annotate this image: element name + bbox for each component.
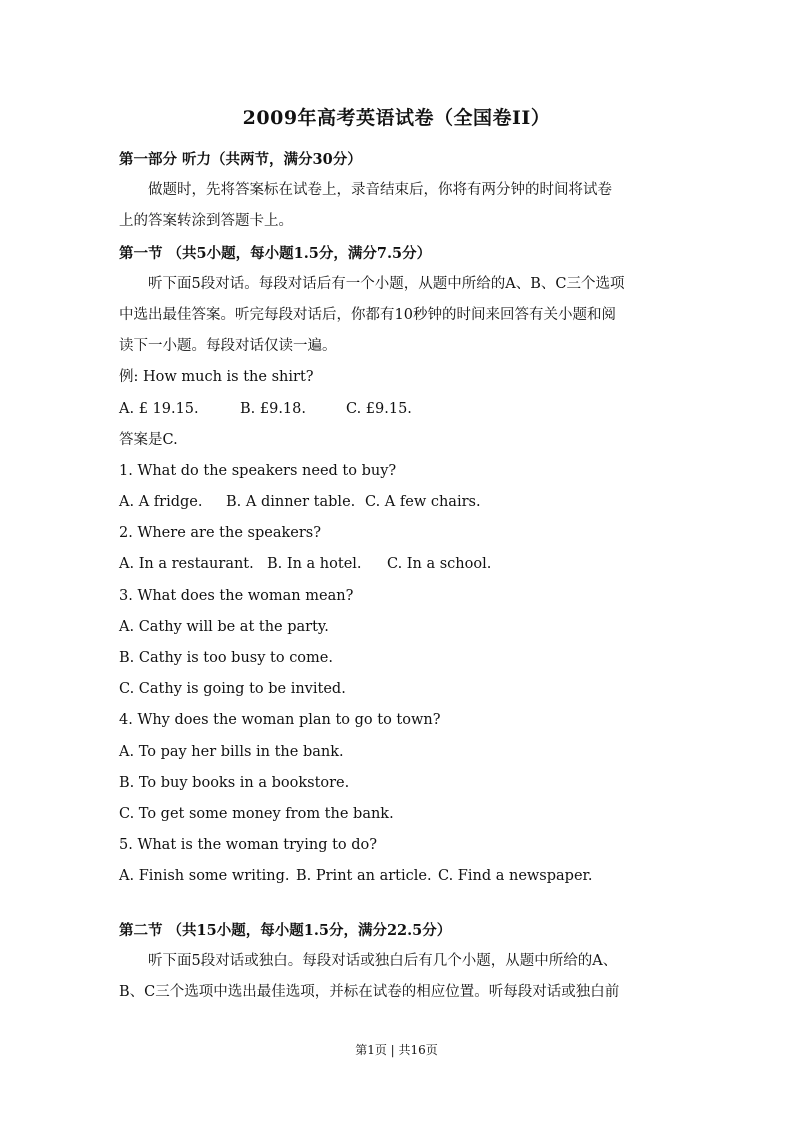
option: B. A dinner table.: [226, 494, 356, 511]
section1-heading: 第一节 （共5小题，每小题1.5分，满分7.5分）: [119, 244, 432, 262]
part1-intro-line: 做题时，先将答案标在试卷上，录音结束后，你将有两分钟的时间将试卷: [148, 182, 612, 199]
question: 5. What is the woman trying to do?: [119, 837, 378, 854]
part1-heading: 第一部分 听力（共两节，满分30分）: [119, 151, 362, 168]
option: A. To pay her bills in the bank.: [119, 743, 344, 760]
question-options: [119, 549, 679, 580]
section2-heading: 第二节 （共15小题，每小题1.5分，满分22.5分）: [119, 921, 452, 939]
section1-instruction-line: 读下一小题。每段对话仅读一遍。: [119, 338, 337, 355]
part1-intro-line: 上的答案转涂到答题卡上。: [119, 213, 293, 230]
document-body: [119, 144, 679, 1008]
option: B. Cathy is too busy to come.: [119, 650, 333, 666]
question: 4. Why does the woman plan to go to town?: [119, 712, 441, 729]
option: B. To buy books in a bookstore.: [119, 774, 350, 791]
option: A. Cathy will be at the party.: [119, 618, 329, 635]
example-options: [119, 394, 679, 425]
option: C. In a school.: [387, 556, 492, 573]
option: A. Finish some writing.: [119, 868, 290, 885]
question-options: [119, 487, 679, 518]
example-answer: 答案是C.: [119, 431, 178, 448]
example-option: B. £9.18.: [240, 400, 306, 417]
section-spacer: [119, 893, 679, 915]
question: 3. What does the woman mean?: [119, 587, 354, 604]
option: C. Find a newspaper.: [438, 868, 593, 885]
section1-instruction-line: 中选出最佳答案。听完每段对话后，你都有10秒钟的时间来回答有关小题和阅: [119, 306, 616, 323]
option: A. In a restaurant.: [119, 556, 254, 573]
document-title: 2009年高考英语试卷（全国卷II）: [242, 107, 551, 129]
section2-instruction-line: B、C三个选项中选出最佳选项，并标在试卷的相应位置。听每段对话或独白前: [119, 983, 620, 1000]
option: B. Print an article.: [296, 868, 432, 885]
option: A. A fridge.: [119, 494, 203, 511]
question: 1. What do the speakers need to buy?: [119, 462, 397, 479]
example-question: 例: How much is the shirt?: [119, 369, 314, 386]
option: C. To get some money from the bank.: [119, 805, 394, 822]
section2-instruction-line: 听下面5段对话或独白。每段对话或独白后有几个小题，从题中所给的A、: [148, 952, 618, 969]
option: C. Cathy is going to be invited.: [119, 681, 346, 698]
example-option: A. £ 19.15.: [119, 400, 199, 417]
option: B. In a hotel.: [267, 556, 362, 573]
option: C. A few chairs.: [365, 494, 481, 511]
example-option: C. £9.15.: [346, 400, 412, 417]
page-footer: 第1页 | 共16页: [355, 1043, 438, 1057]
question-options: [119, 861, 679, 892]
section1-instruction-line: 听下面5段对话。每段对话后有一个小题，从题中所给的A、B、C三个选项: [148, 275, 625, 292]
question: 2. Where are the speakers?: [119, 525, 321, 542]
